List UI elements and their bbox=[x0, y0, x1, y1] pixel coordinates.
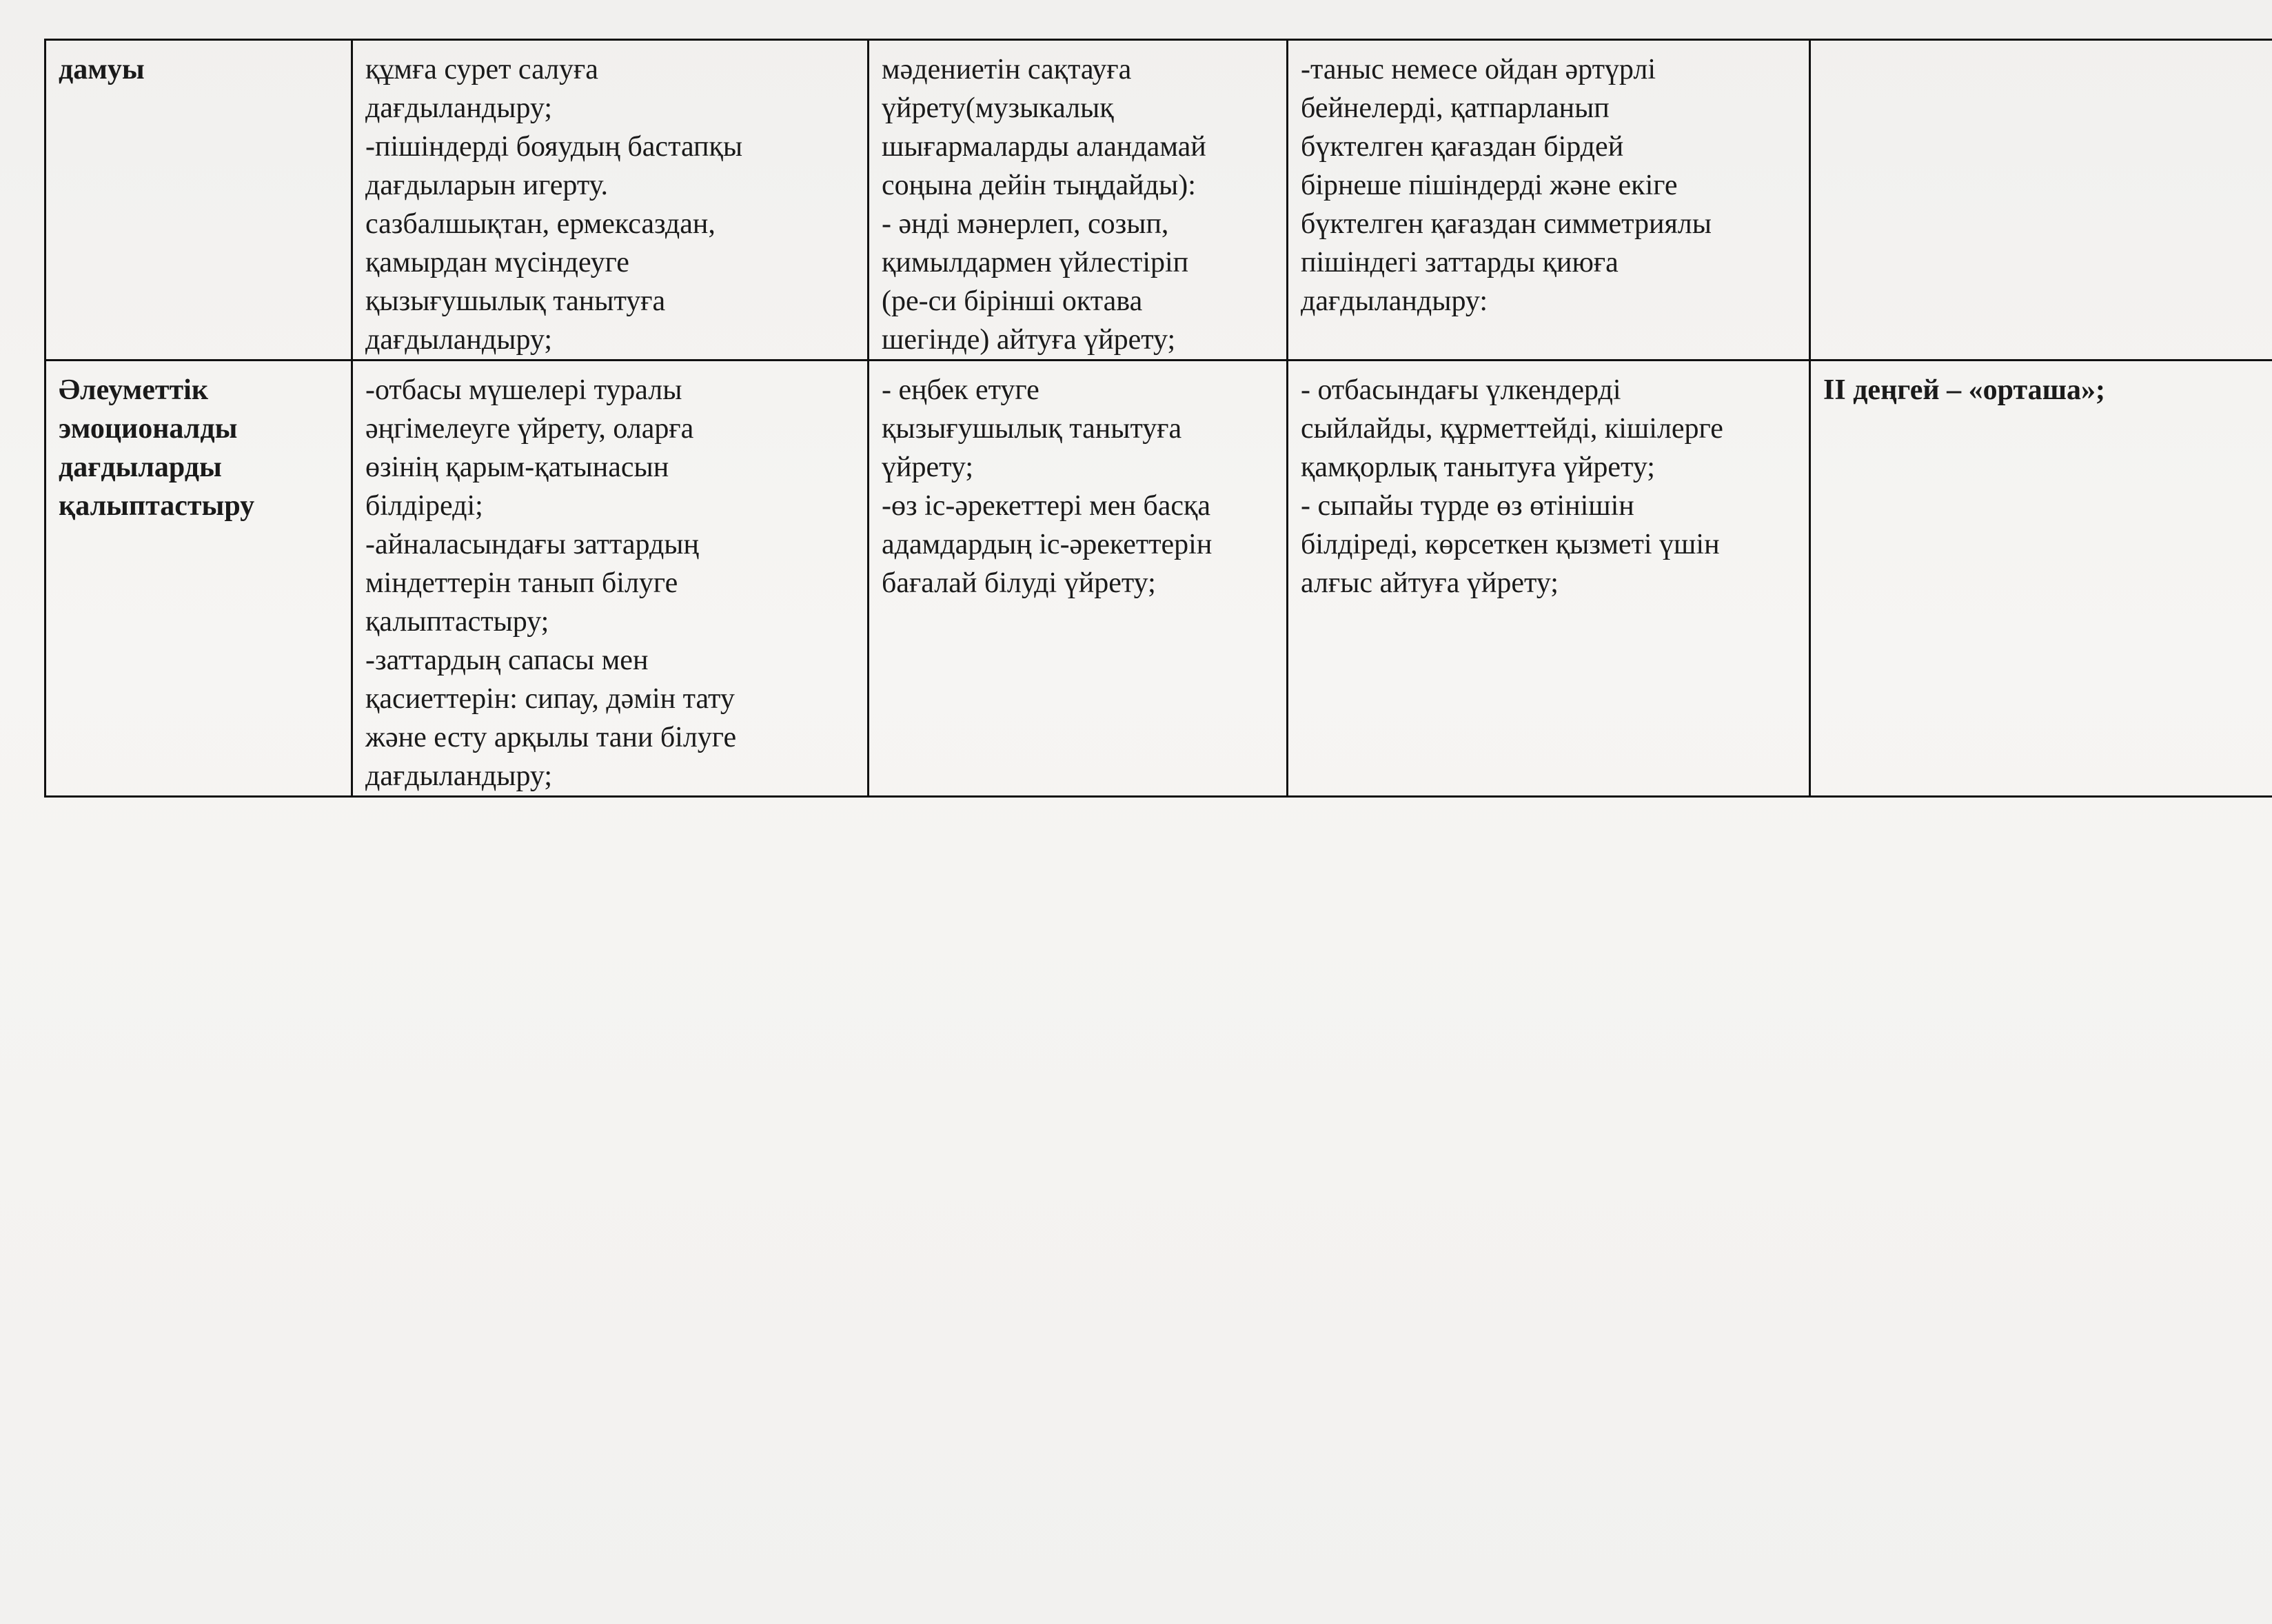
level-cell: II деңгей – «орташа»; bbox=[1810, 361, 2272, 797]
content-cell: -таныс немесе ойдан әртүрлі бейнелерді, қатпарланып бүктелген қағаздан бірдей бірнеше пішіндерді және екіге бүктелген қағаздан симметриялы пішіндегі заттарды қиюға дағдыландыру: bbox=[1288, 40, 1810, 361]
development-plan-table bbox=[44, 39, 2272, 798]
content-cell: - отбасындағы үлкендерді сыйлайды, құрметтейді, кішілерге қамқорлық танытуға үйрету; - сыпайы түрде өз өтінішін білдіреді, көрсеткен қызметі үшін алғыс айтуға үйрету; bbox=[1288, 361, 1810, 797]
content-cell: -отбасы мүшелері туралы әңгімелеуге үйрету, оларға өзінің қарым-қатынасын білдіреді; -айналасындағы заттардың міндеттерін танып білуге қалыптастыру; -заттардың сапасы мен қасиеттерін: сипау, дәмін тату және есту арқылы тани білуге дағдыландыру; bbox=[352, 361, 869, 797]
content-cell: - еңбек етуге қызығушылық танытуға үйрету; -өз іс-әрекеттері мен басқа адамдардың іс-әрекеттерін бағалай білуді үйрету; bbox=[869, 361, 1288, 797]
table-row bbox=[45, 40, 2272, 361]
content-cell: құмға сурет салуға дағдыландыру; -пішіндерді бояудың бастапқы дағдыларын игерту. сазбалшықтан, ермексаздан, қамырдан мүсіндеуге қызығушылық танытуға дағдыландыру; bbox=[352, 40, 869, 361]
level-cell bbox=[1810, 40, 2272, 361]
table-row bbox=[45, 361, 2272, 797]
content-cell: мәдениетін сақтауға үйрету(музыкалық шығармаларды аландамай соңына дейін тыңдайды): - әнді мәнерлеп, созып, қимылдармен үйлестіріп (ре-си бірінші октава шегінде) айтуға үйрету; bbox=[869, 40, 1288, 361]
area-cell: дамуы bbox=[45, 40, 352, 361]
area-cell: Әлеуметтік эмоционалды дағдыларды қалыптастыру bbox=[45, 361, 352, 797]
